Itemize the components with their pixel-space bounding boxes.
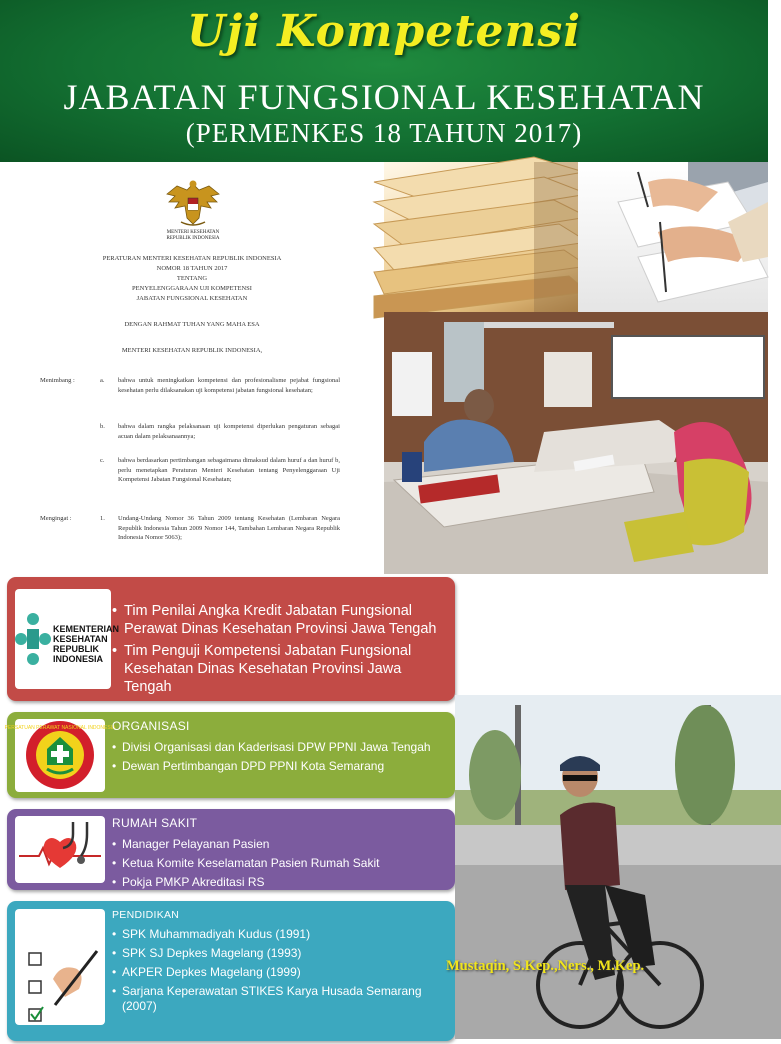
rumah-sakit-list xyxy=(112,837,447,894)
clause-num: a. xyxy=(100,377,105,384)
pendidikan-list xyxy=(112,927,447,1018)
kemenkes-box xyxy=(7,577,455,701)
kemenkes-list xyxy=(112,602,447,700)
clause-text: bahwa untuk meningkatkan kompetensi dan profesionalisme pejabat fungsional kesehatan perlu dilaksanakan uji kompetensi jabatan fungsional kesehatan; xyxy=(118,377,340,394)
emblem-caption xyxy=(140,230,246,242)
doc-number-line: NOMOR 18 TAHUN 2017 xyxy=(156,265,228,272)
garuda-emblem-icon xyxy=(163,178,223,230)
menimbang-label xyxy=(40,376,75,386)
list-item: • Divisi Organisasi dan Kaderisasi DPW PPNI Jawa Tengah xyxy=(112,740,447,755)
doc-title-line: PERATURAN MENTERI KESEHATAN REPUBLIK INDONESIA xyxy=(102,255,282,262)
list-item: • SPK SJ Depkes Magelang (1993) xyxy=(112,946,447,961)
clause-text: bahwa berdasarkan pertimbangan sebagaimana dimaksud dalam huruf a dan huruf b, perlu menetapkan Peraturan Menteri Kesehatan tentang Penyelenggaraan Uji Kompetensi Jabatan Fungsional Kesehatan; xyxy=(118,457,340,483)
list-item: • Ketua Komite Keselamatan Pasien Rumah Sakit xyxy=(112,856,447,871)
doc-subject-line: JABATAN FUNGSIONAL KESEHATAN xyxy=(136,295,248,302)
list-item: • AKPER Depkes Magelang (1999) xyxy=(112,965,447,980)
cyclist-portrait-photo xyxy=(455,695,781,1039)
emblem-caption-line: MENTERI KESEHATAN xyxy=(166,230,220,235)
doc-minister-line: MENTERI KESEHATAN REPUBLIK INDONESIA, xyxy=(121,347,263,354)
colon: : xyxy=(69,515,72,522)
pendidikan-heading: PENDIDIKAN xyxy=(112,909,180,921)
rumah-sakit-box xyxy=(7,809,455,890)
mengingat-label xyxy=(40,514,72,524)
list-item: • Tim Penguji Kompetensi Jabatan Fungsional Kesehatan Dinas Kesehatan Provinsi Jawa Tengah xyxy=(112,642,447,696)
list-item: • Pokja PMKP Akreditasi RS xyxy=(112,875,447,890)
stethoscope-heart-icon xyxy=(15,816,105,883)
kemenkes-logo-text: KEMENTERIAN xyxy=(53,624,120,634)
mengingat-label-text: Mengingat xyxy=(40,515,69,522)
clause-num: c. xyxy=(100,457,105,464)
list-item: • SPK Muhammadiyah Kudus (1991) xyxy=(112,927,447,942)
list-item: • Tim Penilai Angka Kredit Jabatan Fungsional Perawat Dinas Kesehatan Provinsi Jawa Tengah xyxy=(112,602,447,638)
clause-num: 1. xyxy=(100,515,105,522)
kemenkes-logo-text: REPUBLIK xyxy=(53,644,100,654)
list-item: • Dewan Pertimbangan DPD PPNI Kota Semarang xyxy=(112,759,447,774)
kemenkes-logo xyxy=(15,589,120,689)
menimbang-label-text: Menimbang xyxy=(40,377,72,384)
script-title: Uji Kompetensi xyxy=(186,6,582,57)
clause-num: b. xyxy=(100,423,105,430)
ppni-logo-icon xyxy=(4,719,116,792)
kemenkes-logo-text: INDONESIA xyxy=(53,654,104,664)
list-item: • Sarjana Keperawatan STIKES Karya Husada Semarang (2007) xyxy=(112,984,447,1014)
pendidikan-box xyxy=(7,901,455,1041)
cyclist-illustration xyxy=(455,695,781,1039)
regulation-document xyxy=(0,162,385,572)
list-item: • Manager Pelayanan Pasien xyxy=(112,837,447,852)
organisasi-heading: ORGANISASI xyxy=(112,719,190,733)
ppni-logo xyxy=(4,719,116,792)
writing-hands-illustration xyxy=(578,162,768,312)
title-banner xyxy=(0,0,768,162)
colon: : xyxy=(73,377,75,384)
ppni-logo-text: PERSATUAN PERAWAT NASIONAL INDONESIA xyxy=(4,725,116,731)
kemenkes-logo-icon xyxy=(15,589,120,689)
checklist-pen-icon xyxy=(15,909,105,1025)
sub-title: (PERMENKES 18 TAHUN 2017) xyxy=(185,118,583,148)
organisasi-box xyxy=(4,712,455,798)
doc-invocation-line: DENGAN RAHMAT TUHAN YANG MAHA ESA xyxy=(124,321,260,328)
clause-text: Undang-Undang Nomor 36 Tahun 2009 tentang Kesehatan (Lembaran Negara Republik Indonesia Tahun 2009 Nomor 144, Tambahan Lembaran Negara Republik Indonesia Nomor 5063); xyxy=(118,515,340,541)
stethoscope-logo xyxy=(15,816,105,883)
folders-illustration xyxy=(384,162,578,312)
exam-room-photo xyxy=(384,312,768,574)
emblem-caption-line: REPUBLIK INDONESIA xyxy=(166,236,220,241)
exam-room-illustration xyxy=(384,312,768,574)
main-title: JABATAN FUNGSIONAL KESEHATAN xyxy=(63,77,705,117)
organisasi-list xyxy=(112,740,447,778)
kemenkes-logo-text: KESEHATAN xyxy=(53,634,108,644)
rumah-sakit-heading: RUMAH SAKIT xyxy=(112,816,198,830)
doc-tentang-line: TENTANG xyxy=(176,275,208,282)
portrait-caption: Mustaqin, S.Kep.,Ners., M.Kep. xyxy=(446,958,645,974)
writing-hands-photo xyxy=(578,162,768,312)
clause-text: bahwa dalam rangka pelaksanaan uji kompetensi diperlukan pengaturan sebagai acuan dalam pelaksanaannya; xyxy=(118,423,340,440)
checklist-logo xyxy=(15,909,105,1025)
doc-subject-line: PENYELENGGARAAN UJI KOMPETENSI xyxy=(132,285,252,292)
folders-photo xyxy=(384,162,578,312)
